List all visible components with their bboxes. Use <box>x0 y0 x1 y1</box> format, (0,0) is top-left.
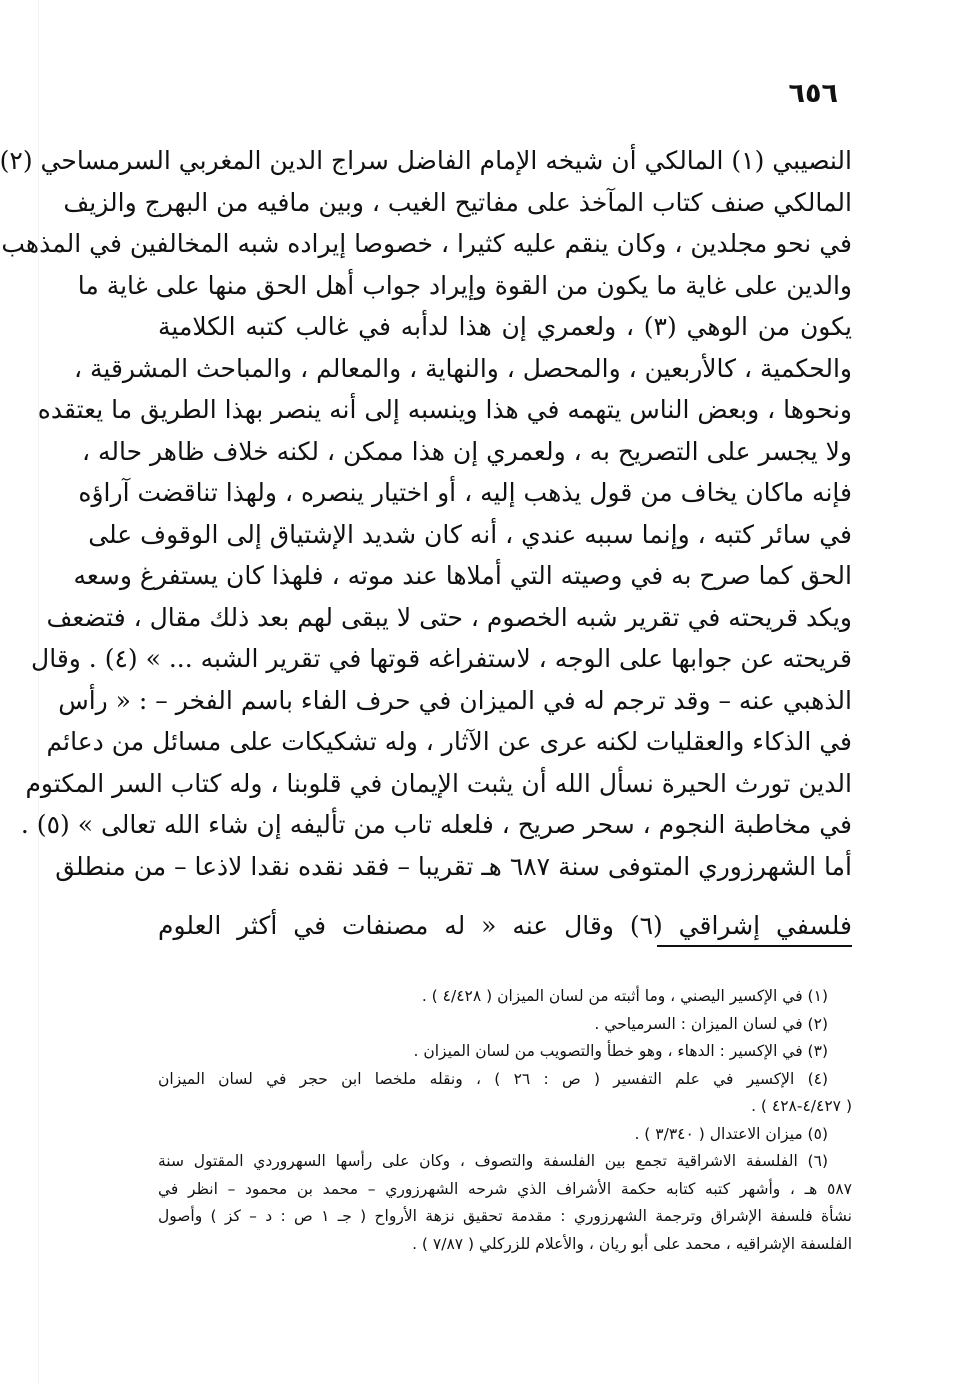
body-line: ونحوها ، وبعض الناس يتهمه في هذا وينسبه إلى أنه ينصر بهذا الطريق ما يعتقده <box>37 395 852 424</box>
footnote-line: ( ٤/٤٢٧-٤٢٨ ) . <box>751 1097 852 1115</box>
body-line: ويكد قريحته في تقرير شبه الخصوم ، حتى لا يبقى لهم بعد ذلك مقال ، فتضعف <box>46 603 852 632</box>
footnote-line: (٣) في الإكسير : الدهاء ، وهو خطأ والتصويب من لسان الميزان . <box>413 1042 828 1060</box>
footnote-line: (١) في الإكسير اليصني ، وما أثبته من لسان الميزان ( ٤/٤٢٨ ) . <box>421 987 828 1005</box>
body-line: المالكي صنف كتاب المآخذ على مفاتيح الغيب ، وبين مافيه من البهرج والزيف <box>63 188 852 217</box>
body-line: يكون من الوهي (٣) ، ولعمري إن هذا لدأبه في غالب كتبه الكلامية <box>158 312 852 341</box>
footnote-line: (٥) ميزان الاعتدال ( ٣/٣٤٠ ) . <box>634 1125 828 1143</box>
body-line: قريحته عن جوابها على الوجه ، لاستفراغه قوتها في تقرير الشبه ... » (٤) . وقال <box>31 644 852 673</box>
body-line: في مخاطبة النجوم ، سحر صريح ، فلعله تاب من تأليفه إن شاء الله تعالى » (٥) . <box>20 810 852 839</box>
body-line: الحق كما صرح به في وصيته التي أملاها عند موته ، فلهذا كان يستفرغ وسعه <box>73 561 852 590</box>
body-line: أما الشهرزوري المتوفى سنة ٦٨٧ هـ تقريبا – فقد نقده نقدا لاذعا – من منطلق <box>55 852 852 881</box>
body-line: الذهبي عنه – وقد ترجم له في الميزان في حرف الفاء باسم الفخر – : « رأس <box>58 686 852 715</box>
body-line: النصيبي (١) المالكي أن شيخه الإمام الفاضل سراج الدين المغربي السرمساحي (٢) <box>0 146 852 175</box>
footnote-line: (٢) في لسان الميزان : السرمياحي . <box>594 1015 828 1033</box>
body-line: الدين تورث الحيرة نسأل الله أن يثبت الإيمان في قلوبنا ، وله كتاب السر المكتوم <box>25 769 852 798</box>
body-line: في نحو مجلدين ، وكان ينقم عليه كثيرا ، خصوصا إيراده شبه المخالفين في المذهب <box>1 229 852 258</box>
footnote-line: (٦) الفلسفة الاشراقية تجمع بين الفلسفة والتصوف ، وكان على رأسها السهروردي المقتول سنة <box>158 1152 828 1170</box>
body-line: فإنه ماكان يخاف من قول يذهب إليه ، أو اختيار ينصره ، ولهذا تناقضت آراؤه <box>78 478 852 507</box>
page-number: ٦٥٦ <box>788 78 838 109</box>
body-line: في الذكاء والعقليات لكنه عرى عن الآثار ، وله تشكيكات على مسائل من دعائم <box>46 727 852 756</box>
body-line: في سائر كتبه ، وإنما سببه عندي ، أنه كان شديد الإشتياق إلى الوقوف على <box>88 520 852 549</box>
footnote-line: الفلسفة الإشراقيه ، محمد على أبو ريان ، والأعلام للزركلي ( ٧/٨٧ ) . <box>412 1235 852 1253</box>
body-line: والدين على غاية ما يكون من القوة وإيراد جواب أهل الحق منها على غاية ما <box>77 271 852 300</box>
footnote-line: نشأة فلسفة الإشراق وترجمة الشهرزوري : مقدمة تحقيق نزهة الأرواح ( جـ ١ ص : د – كز ) وأصول <box>158 1207 852 1225</box>
body-line: والحكمية ، كالأربعين ، والمحصل ، والنهاية ، والمعالم ، والمباحث المشرقية ، <box>73 354 852 383</box>
footnote-line: (٤) الإكسير في علم التفسير ( ص : ٢٦ ) ، ونقله ملخصا ابن حجر في لسان الميزان <box>158 1070 829 1088</box>
footnote-separator <box>657 945 852 947</box>
footnote-line: ٥٨٧ هـ ، وأشهر كتبه كتابه حكمة الأشراف الذي شرحه الشهرزوري – محمد بن محمود – انظر في <box>158 1180 852 1198</box>
body-line: ولا يجسر على التصريح به ، ولعمري إن هذا ممكن ، لكنه خلاف ظاهر حاله ، <box>81 437 852 466</box>
page-edge-shadow <box>38 0 39 1384</box>
body-line: فلسفي إشراقي (٦) وقال عنه « له مصنفات في أكثر العلوم <box>158 911 852 940</box>
